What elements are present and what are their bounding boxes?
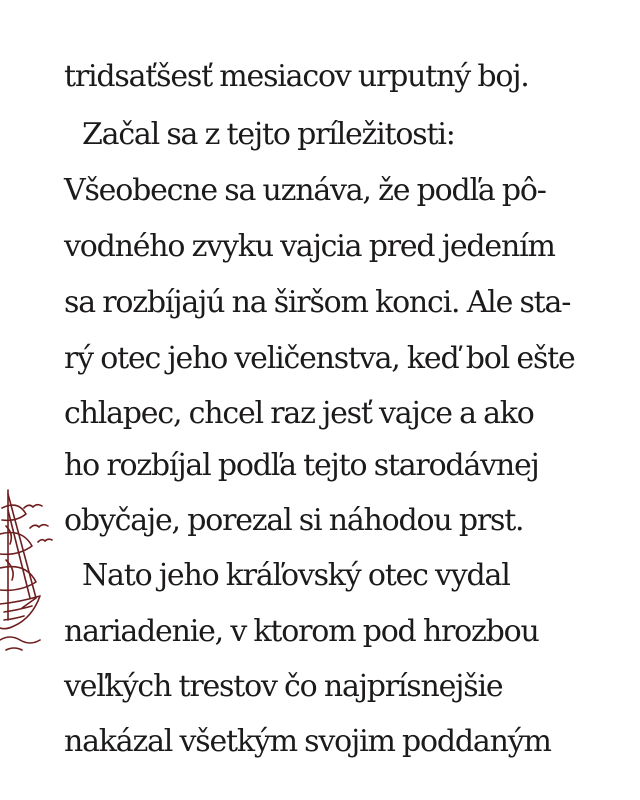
text-line: ho rozbíjal podľa tejto starodávnej [64, 448, 539, 483]
text-line: rý otec jeho veličenstva, keď bol ešte [64, 341, 575, 376]
text-line: veľkých trestov čo najprísnejšie [64, 669, 503, 704]
text-line: obyčaje, porezal si náhodou prst. [64, 503, 524, 538]
text-line: vodného zvyku vajcia pred jedením [64, 229, 555, 264]
text-line: sa rozbíjajú na širšom konci. Ale sta- [64, 285, 571, 320]
text-line: Začal sa z tejto príležitosti: [82, 117, 455, 152]
sailing-ship-illustration [0, 470, 80, 670]
text-line: nariadenie, v ktorom pod hrozbou [64, 614, 539, 649]
text-line: chlapec, chcel raz jesť vajce a ako [64, 396, 534, 431]
text-line: nakázal všetkým svojim poddaným [64, 724, 551, 759]
text-line: Nato jeho kráľovský otec vydal [82, 558, 510, 593]
text-line: tridsaťšesť mesiacov urputný boj. [64, 59, 529, 94]
text-line: Všeobecne sa uznáva, že podľa pô- [64, 173, 546, 208]
